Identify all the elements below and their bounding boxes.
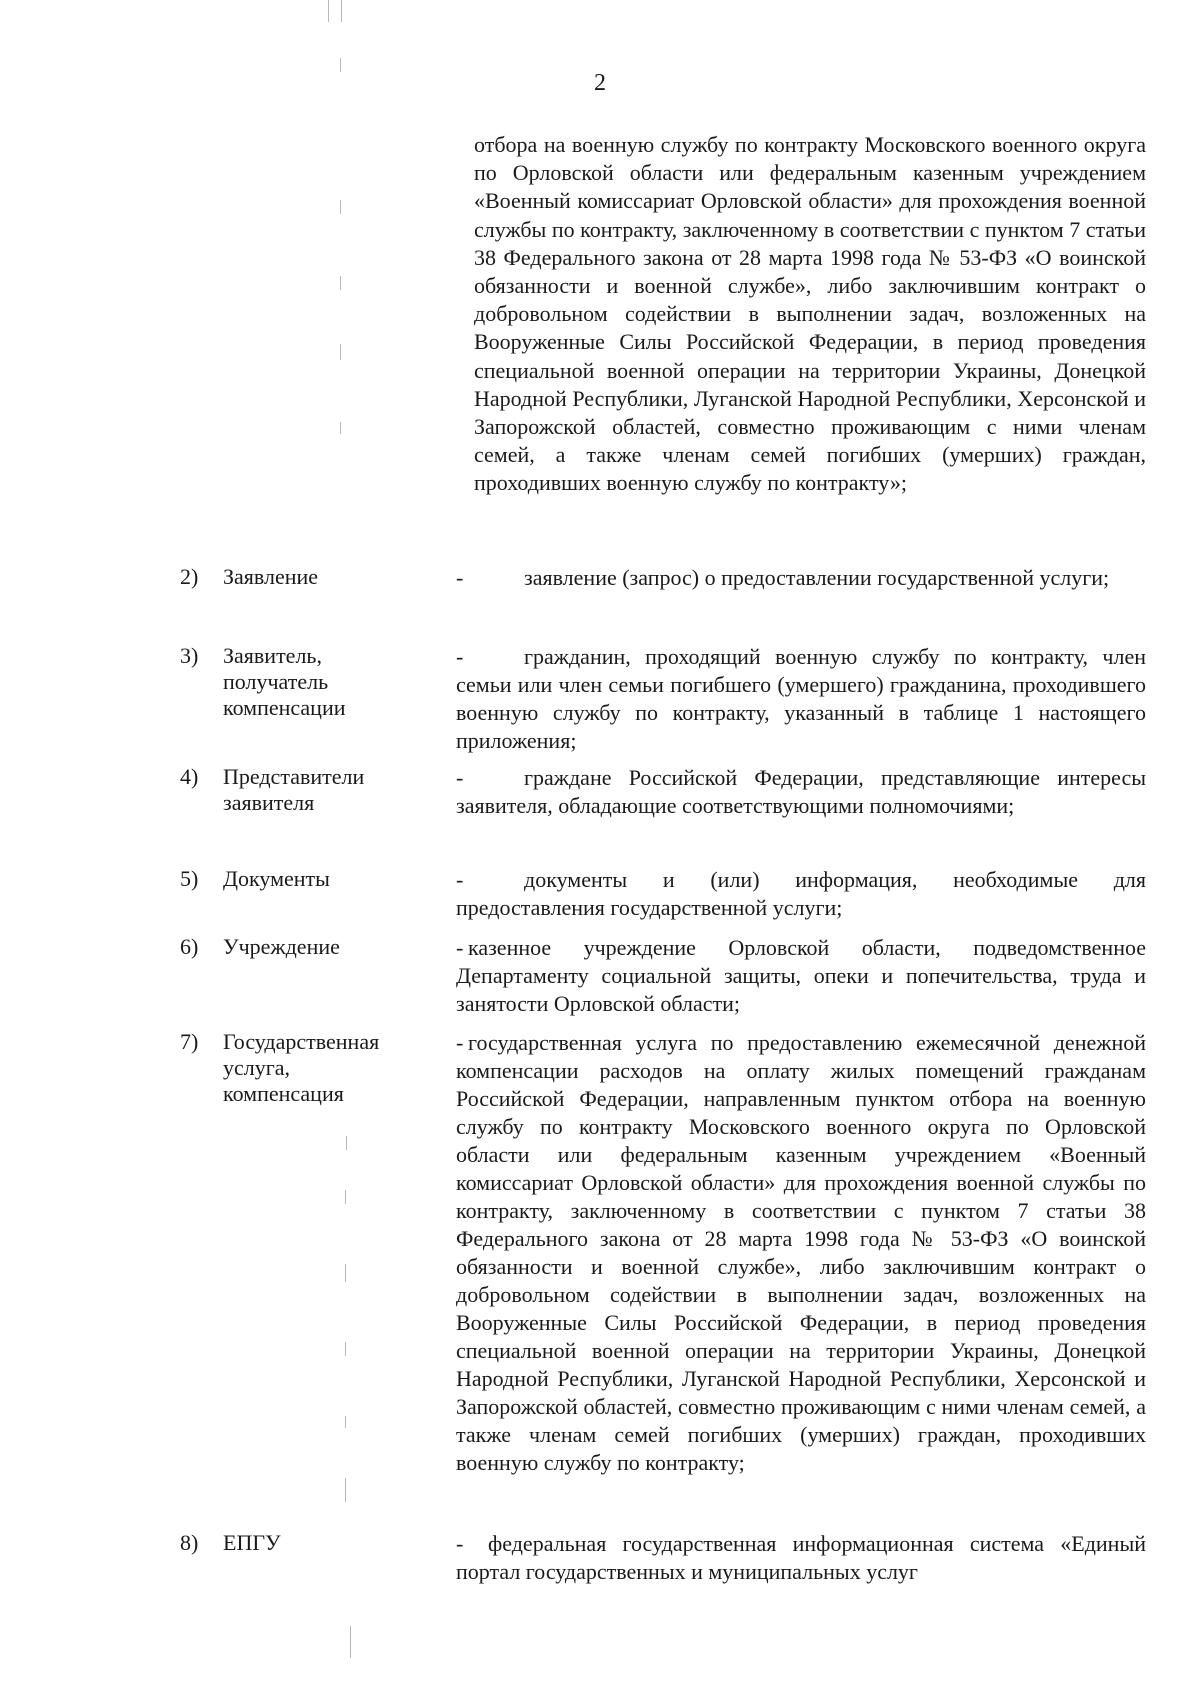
definition-term: Государственная услуга, компенсация xyxy=(223,1029,380,1106)
definition-term: Заявление xyxy=(223,564,319,589)
definition-text: - казенное учреждение Орловской области, подведомственное Департаменту социальной защиты, опеки и попечительства, труда и занятости Орловской области; xyxy=(456,935,1146,1016)
scan-mark xyxy=(345,1190,346,1204)
scan-mark xyxy=(345,1264,346,1282)
definition-text: - документы и (или) информация, необходимые для предоставления государственной услуги; xyxy=(456,867,1146,920)
scan-mark xyxy=(345,1416,346,1428)
definition-text: - заявление (запрос) о предоставлении государственной услуги; xyxy=(456,565,1110,590)
definition-term: Представители заявителя xyxy=(223,764,365,815)
scan-mark xyxy=(340,200,341,214)
scan-mark xyxy=(340,344,341,360)
definition-term: ЕПГУ xyxy=(223,1530,281,1555)
scan-mark xyxy=(350,1626,351,1658)
scan-mark xyxy=(345,1342,346,1356)
scan-mark xyxy=(345,1478,346,1502)
definition-term: Учреждение xyxy=(223,934,340,959)
definition-text: - государственная услуга по предоставлению ежемесячной денежной компенсации расходов на оплату жилых помещений гражданам Российской Федерации, направленным пунктом отбора на военную службу по контракту Московского военного округа по Орловской области или федеральным казенным учреждением «Военный комиссариат Орловской области» для прохождения военной службы по контракту, заключенному в соответствии с пунктом 7 статьи 38 Федерального закона от 28 марта 1998 года № 53-ФЗ «О воинской обязанности и военной службе», либо заключившим контракт о добровольном содействии в выполнении задач, возложенных на Вооруженные Силы Российской Федерации, в период проведения специальной военной операции на территории Украины, Донецкой Народной Республики, Луганской Народной Республики, Херсонской и Запорожской областей, совместно проживающим с ними членам семей, а также членам семей погибших (умерших) граждан, проходивших военную службу по контракту; xyxy=(456,1030,1146,1475)
definition-text: - федеральная государственная информационная система «Единый портал государственных и муниципальных услуг xyxy=(456,1531,1146,1584)
definition-term: Заявитель, получатель компенсации xyxy=(223,643,346,720)
scan-mark xyxy=(328,0,329,22)
scan-mark xyxy=(346,1136,347,1150)
definition-number: 2) xyxy=(180,564,199,589)
definition-text: - граждане Российской Федерации, представляющие интересы заявителя, обладающие соответствующими полномочиями; xyxy=(456,765,1146,818)
scan-mark xyxy=(341,0,342,22)
definition-number: 7) xyxy=(180,1029,199,1054)
intro-paragraph: отбора на военную службу по контракту Московского военного округа по Орловской области или федеральным казенным учреждением «Военный комиссариат Орловской области» для прохождения военной службы по контракту, заключенному в соответствии с пунктом 7 статьи 38 Федерального закона от 28 марта 1998 года № 53-ФЗ «О воинской обязанности и военной службе», либо заключившим контракт о добровольном содействии в выполнении задач, возложенных на Вооруженные Силы Российской Федерации, в период проведения специальной военной операции на территории Украины, Донецкой Народной Республики, Луганской Народной Республики, Херсонской и Запорожской областей, совместно проживающим с ними членам семей, а также членам семей погибших (умерших) граждан, проходивших военную службу по контракту»; xyxy=(474,132,1146,496)
definition-number: 5) xyxy=(180,866,199,891)
page-number: 2 xyxy=(594,70,606,96)
scan-mark xyxy=(340,422,341,434)
definition-number: 3) xyxy=(180,643,199,668)
definition-number: 4) xyxy=(180,764,199,789)
definition-number: 6) xyxy=(180,934,199,959)
scan-mark xyxy=(340,276,341,290)
definition-number: 8) xyxy=(180,1530,199,1555)
definition-term: Документы xyxy=(223,866,330,891)
definition-text: - гражданин, проходящий военную службу по контракту, член семьи или член семьи погибшего (умершего) гражданина, проходившего военную службу по контракту, указанный в таблице 1 настоящего приложения; xyxy=(456,644,1146,753)
